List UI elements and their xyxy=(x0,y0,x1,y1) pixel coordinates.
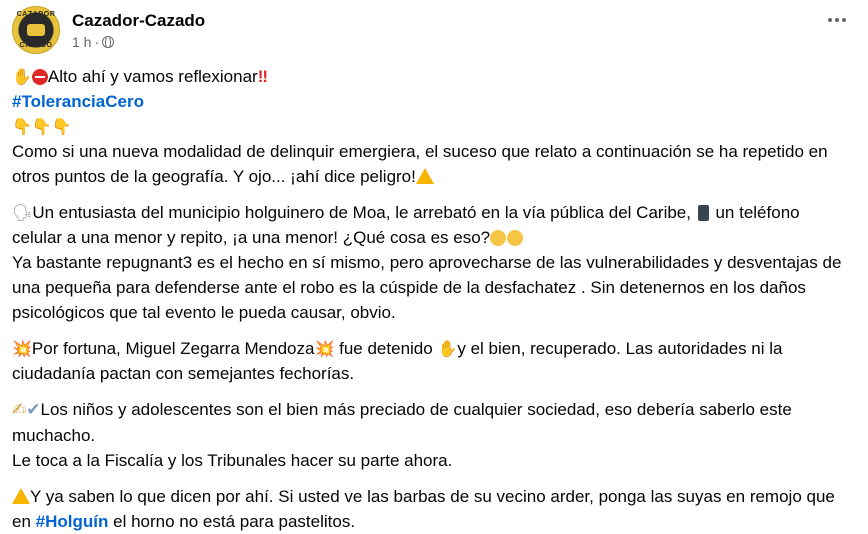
post-text-line: Le toca a la Fiscalía y los Tribunales hacer su parte ahora. xyxy=(12,451,453,470)
post-text-line: Los niños y adolescentes son el bien más preciado de cualquier sociedad, eso debería saberlo este muchacho. xyxy=(12,400,792,445)
post-text-line: Como si una nueva modalidad de delinquir emergiera, el suceso que relato a continuación se ha repetido en otros puntos de la geografía. Y ojo... ¡ahí dice peligro! xyxy=(12,142,828,186)
raised-hand-icon: ✋ xyxy=(12,67,32,86)
post-text-line: fue detenido xyxy=(339,339,433,358)
pointing-down-icon: 👇 xyxy=(51,117,72,136)
avatar-logo-bottom: CAZADO xyxy=(19,42,53,49)
post-text xyxy=(12,64,852,534)
warning-icon xyxy=(12,488,30,504)
post-paragraph xyxy=(12,448,852,473)
post-paragraph xyxy=(12,397,852,448)
globe-icon[interactable] xyxy=(102,36,114,48)
post-paragraph xyxy=(12,484,852,534)
no-entry-icon xyxy=(32,69,48,85)
avatar-logo-mark xyxy=(27,24,45,36)
speaking-head-icon: 🗣 xyxy=(12,203,33,222)
post-paragraph xyxy=(12,200,852,250)
post-line xyxy=(12,64,852,89)
post-paragraph xyxy=(12,139,852,189)
collision-icon: 💥 xyxy=(314,339,335,358)
double-exclamation-icon: !! xyxy=(257,67,268,86)
post-text-line: Un entusiasta del municipio holguinero de Moa, le arrebató en la vía pública del Caribe, xyxy=(32,203,691,222)
warning-icon xyxy=(416,168,434,184)
pointing-down-icon: 👇 xyxy=(31,117,52,136)
post-text-line: y el bien, recuperado. Las autoridades ni la ciudadanía pactan con semejantes fechorías. xyxy=(12,339,783,383)
post-text-line: Ya bastante repugnant3 es el hecho en sí mismo, pero aprovecharse de las vulnerabilidades y desventajas de una pequeña para defenderse ante el robo es la cúspide de la desfachatez . Sin detenernos en los daños psicológicos que tal evento le pueda causar, obvio. xyxy=(12,253,842,322)
post-paragraph xyxy=(12,336,852,386)
collision-icon: 💥 xyxy=(12,339,32,358)
page-name-link[interactable]: Cazador-Cazado xyxy=(72,11,206,30)
more-options-icon[interactable] xyxy=(824,14,850,26)
post-text-line: un teléfono celular a una menor y repito, ¡a una menor! ¿Qué cosa es eso? xyxy=(12,203,800,247)
post-line xyxy=(12,114,852,139)
mobile-phone-icon xyxy=(698,205,709,221)
separator-dot: · xyxy=(94,34,100,50)
post-subline xyxy=(72,34,205,50)
pointing-down-icon: 👇 xyxy=(12,117,32,136)
hashtag-link[interactable]: #ToleranciaCero xyxy=(12,92,144,111)
post-line xyxy=(12,89,852,114)
confused-face-icon xyxy=(490,230,506,246)
post-text-line: Y ya saben lo que dicen por ahí. Si usted ve las barbas de su vecino arder, ponga las suyas en remojo que en xyxy=(12,487,835,531)
worried-face-icon xyxy=(507,230,523,246)
page-avatar[interactable] xyxy=(12,6,60,54)
avatar-logo-top: CAZADOR xyxy=(16,11,56,18)
post-text-line: Por fortuna, Miguel Zegarra Mendoza xyxy=(31,339,315,358)
raised-hand-icon: ✋ xyxy=(437,339,458,358)
post-paragraph xyxy=(12,250,852,325)
post-header xyxy=(12,4,205,56)
post-meta xyxy=(72,10,205,50)
check-mark-icon: ✔ xyxy=(26,400,41,420)
post-timestamp[interactable]: 1 h xyxy=(72,34,92,50)
post-text-line: el horno no está para pastelitos. xyxy=(113,512,356,531)
hashtag-link[interactable]: #Holguín xyxy=(35,512,109,531)
post-text-line: Alto ahí y vamos reflexionar xyxy=(47,67,258,86)
writing-hand-icon: ✍ xyxy=(12,400,27,420)
